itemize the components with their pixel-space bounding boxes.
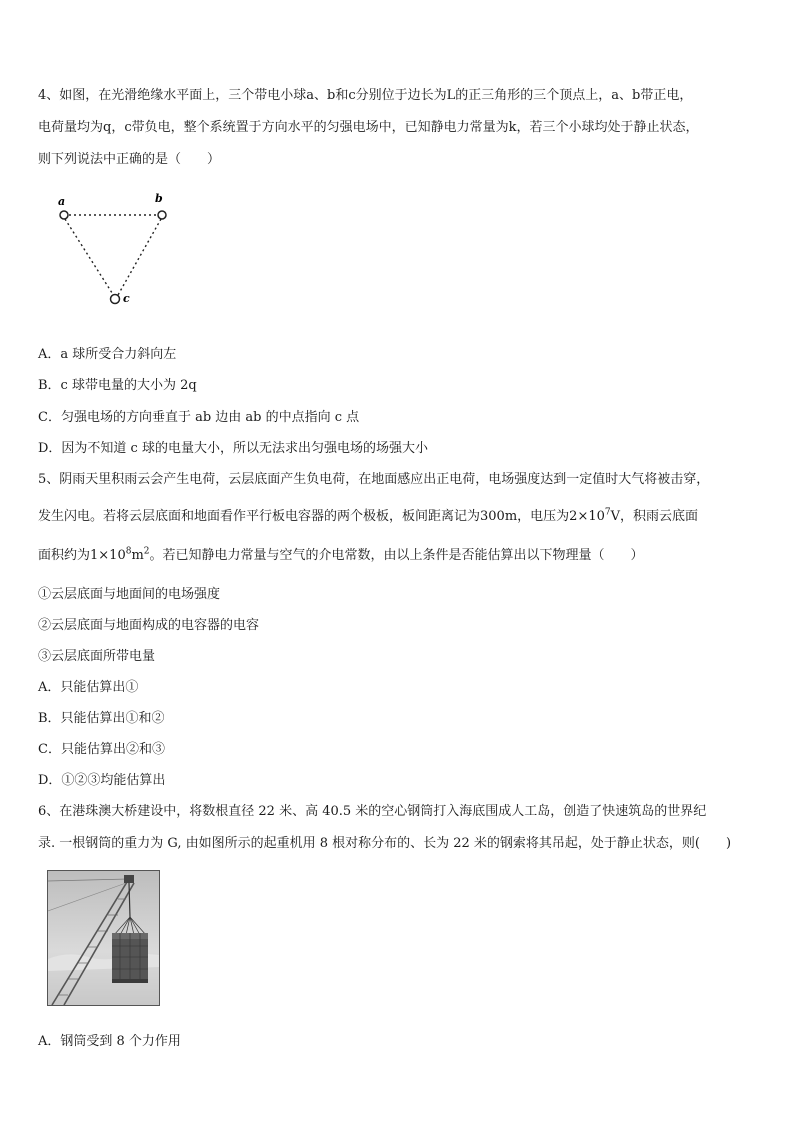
q5-option-c: C．只能估算出②和③ xyxy=(38,742,165,757)
triangle-figure xyxy=(48,188,178,308)
q4-option-a: A．a 球所受合力斜向左 xyxy=(38,347,177,362)
ball-a xyxy=(60,211,68,219)
voltage-value: $2\times 10^7V$ xyxy=(569,507,621,524)
distance-value: 300m xyxy=(480,509,518,524)
q4-stem-line-1: 4、如图，在光滑绝缘水平面上，三个带电小球a、b和c分别位于边长为L的正三角形的三个顶点上，a、b带正电， xyxy=(38,88,693,103)
q4-stem-line-2: 电荷量均为q，c带负电，整个系统置于方向水平的匀强电场中，已知静电力常量为k，若三个小球均处于静止状态， xyxy=(38,120,699,135)
label-c: c xyxy=(123,292,130,305)
ball-c xyxy=(111,295,120,304)
q6-option-a: A．钢筒受到 8 个力作用 xyxy=(38,1034,181,1049)
q5-item-1: ①云层底面与地面间的电场强度 xyxy=(38,587,221,602)
edge-bc xyxy=(118,219,161,295)
q4-stem-line-3: 则下列说法中正确的是（ ） xyxy=(38,152,221,167)
q5-item-3: ③云层底面所带电量 xyxy=(38,649,156,664)
label-a: a xyxy=(58,195,66,208)
q5-option-a: A．只能估算出① xyxy=(38,680,139,695)
q5-item-2: ②云层底面与地面构成的电容器的电容 xyxy=(38,618,260,633)
crane-photo xyxy=(47,870,160,1006)
q6-stem-line-1: 6、在港珠澳大桥建设中，将数根直径 22 米、高 40.5 米的空心钢筒打入海底围成人工岛，创造了快速筑岛的世界纪 xyxy=(38,804,707,819)
label-b: b xyxy=(155,192,163,205)
q5-option-d: D．①②③均能估算出 xyxy=(38,773,166,788)
q4-option-c: C．匀强电场的方向垂直于 ab 边由 ab 的中点指向 c 点 xyxy=(38,410,360,425)
ball-b xyxy=(158,211,166,219)
q5-stem-line-3: 面积约为$1\times 10^8m^2$。若已知静电力常量与空气的介电常数，由以上条件是否能估算出以下物理量（ ） xyxy=(38,546,644,563)
q4-option-d: D．因为不知道 c 球的电量大小，所以无法求出匀强电场的场强大小 xyxy=(38,441,428,456)
q5-stem-line-1: 5、阴雨天里积雨云会产生电荷，云层底面产生负电荷，在地面感应出正电荷，电场强度达到一定值时大气将被击穿， xyxy=(38,472,710,487)
q5-option-b: B．只能估算出①和② xyxy=(38,711,165,726)
edge-ac xyxy=(65,219,114,296)
q4-option-b: B．c 球带电量的大小为 2q xyxy=(38,378,197,393)
q5-stem-line-2: 发生闪电。若将云层底面和地面看作平行板电容器的两个极板，板间距离记为300m，电压为$2\times 10^7V$，积雨云底面 xyxy=(38,507,699,524)
q6-stem-line-2: 录. 一根钢筒的重力为 G, 由如图所示的起重机用 8 根对称分布的、长为 22 米的钢索将其吊起，处于静止状态，则( ) xyxy=(38,836,732,851)
area-value: $1\times 10^8m^2$ xyxy=(90,546,150,563)
crane-head xyxy=(124,875,134,883)
